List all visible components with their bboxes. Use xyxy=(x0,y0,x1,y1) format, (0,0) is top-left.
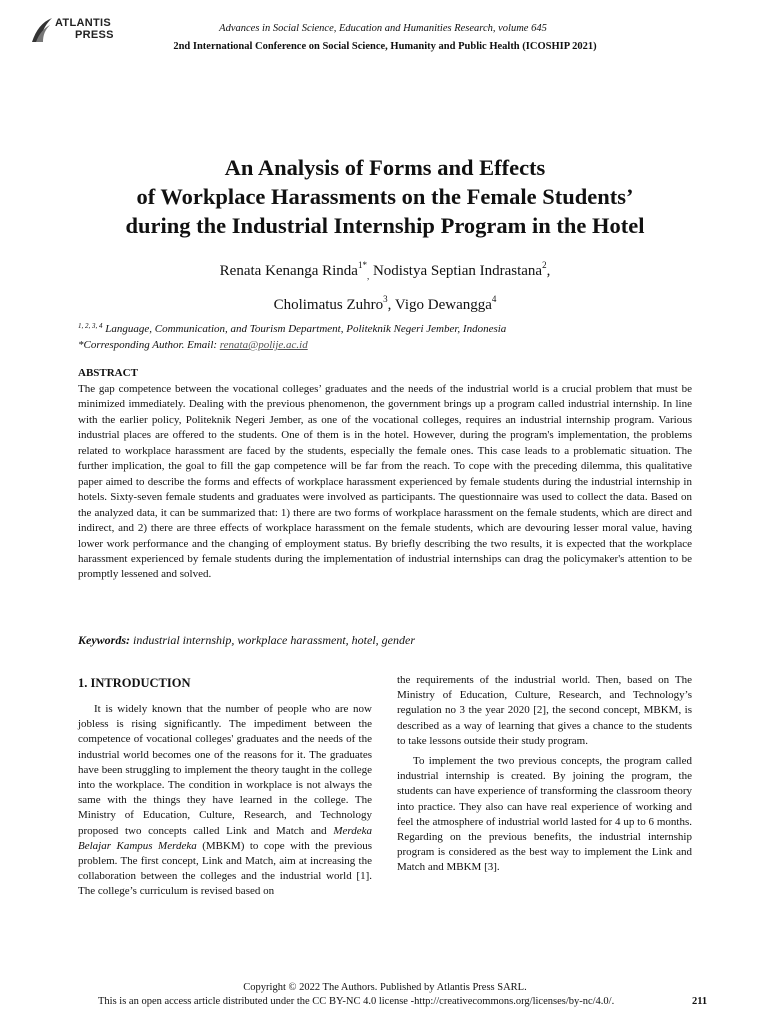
corresponding-label: *Corresponding Author. Email: xyxy=(78,339,218,351)
abstract-text: The gap competence between the vocational colleges’ graduates and the needs of the industrial world is a crucial problem that must be minimized immediately. Dealing with the previous phenomenon, the government brings up a program called industrial internship. In line with the earlier policy, Politeknik Negeri Jember, as one of the vocational colleges, requires an industrial internship program. Various industrial places are offered to the students. One of them is in the hotel. However, during the program's implementation, the problems related to workplace harassment are faced by the students, especially the female ones. This case leads to a problematic situation. The further implication, the goal to fill the gap competence will be far from the reach. To cope with the preceding dilemma, this qualitative paper aimed to describe the forms and effects of workplace harassment experienced by female students during the industrial internship in hotels. Sixty-seven female students and graduates were involved as participants. The questionnaire was used to collect the data. Based on the analyzed data, it can be summarized that: 1) there are two forms of workplace harassment on the female students, which are direct and indirect, and 2) there are three effects of workplace harassment on the female students, which are devouring lesser moral value, having lower work performance and the changing of employment status. By briefly describing the two results, it is expected that the workplace harassment experienced by female students during the implementation of industrial internships can drag the policymaker's attention to be promptly lessened and solved. xyxy=(78,383,692,581)
logo-text-press: PRESS xyxy=(75,29,114,41)
paper-title xyxy=(40,153,730,240)
intro-paragraph-continued: the requirements of the industrial world. Then, based on The Ministry of Education, Culture, Research, and Technology’s regulation no 3 the year 2020 [2], the second concept, MBKM, is described as a way of learning that gives a chance to the students to take lessons outside their study program. xyxy=(397,674,692,747)
license-notice: This is an open access article distributed under the CC BY-NC 4.0 license -http://creativecommons.org/licenses/by-nc/4.0/. xyxy=(98,996,615,1007)
abstract-heading: ABSTRACT xyxy=(78,367,138,379)
right-column xyxy=(397,673,692,876)
conference-header: 2nd International Conference on Social Science, Humanity and Public Health (ICOSHIP 2021) xyxy=(173,41,597,52)
page-number: 211 xyxy=(692,996,708,1007)
series-header: Advances in Social Science, Education and Humanities Research, volume 645 xyxy=(219,23,547,34)
author-affil-mark: 2 xyxy=(542,260,547,270)
logo-text-atlantis: ATLANTIS xyxy=(55,17,111,29)
keywords-line xyxy=(78,633,692,648)
italic-term: Merdeka Belajar Kampus Merdeka xyxy=(78,824,372,852)
affiliation-text: Language, Communication, and Tourism Department, Politeknik Negeri Jember, Indonesia xyxy=(105,323,507,335)
intro-paragraph-1: It is widely known that the number of people who are now jobless is rising significantly. The impediment between the competence of vocational colleges' graduates and the needs of the industrial world becomes one of the reasons for it. The graduates have been struggling to implement the theory taught in the college into the workplace. The condition in workplace is not always the same with the things they have learned in the college. The Ministry of Education, Culture, Research, and Technology proposed two concepts called Link and Match and Merdeka Belajar Kampus Merdeka (MBKM) to cope with the previous problem. The first concept, Link and Match, aim at increasing the collaboration between the colleges and the industrial world [1]. The college’s curriculum is revised based on xyxy=(78,703,372,898)
copyright-notice: Copyright © 2022 The Authors. Published by Atlantis Press SARL. xyxy=(243,982,527,993)
author-affil-mark: 1* xyxy=(357,260,367,270)
left-column xyxy=(78,676,372,900)
title-line: An Analysis of Forms and Effects xyxy=(224,155,546,180)
section-heading-introduction: 1. INTRODUCTION xyxy=(78,676,191,690)
affiliation-block xyxy=(78,321,698,353)
corresponding-email-link[interactable]: renata@polije.ac.id xyxy=(219,339,308,351)
author-name: Cholimatus Zuhro xyxy=(273,297,384,313)
author-affil-mark: 3 xyxy=(383,294,388,304)
author-name: Renata Kenanga Rinda xyxy=(219,263,358,279)
author-name: Vigo Dewangga xyxy=(394,297,492,313)
keywords-label: Keywords: xyxy=(78,633,130,647)
title-line: of Workplace Harassments on the Female Students’ xyxy=(136,184,634,209)
author-list: Renata Kenanga Rinda$^{1*}_,$ Nodistya Septian Indrastana$^2$, Cholimatus Zuhro$^3$, Vigo Dewangga$^4$ xyxy=(219,260,551,313)
affiliation-marks: 1, 2, 3, 4 xyxy=(78,322,103,330)
keywords-text: industrial internship, workplace harassment, hotel, gender xyxy=(133,633,415,647)
author-name: Nodistya Septian Indrastana xyxy=(372,263,543,279)
intro-paragraph-2: To implement the two previous concepts, the program called industrial internship is created. By joining the program, the students can have experience of transforming the classroom theory into practice. They also can have real experience of working and feel the atmosphere of industrial world lasted for 4 up to 6 months. Regarding on the previous benefits, the industrial internship program is considered as the best way to implement the Link and Match and MBKM [3]. xyxy=(397,755,692,874)
title-line: during the Industrial Internship Program in the Hotel xyxy=(125,213,645,238)
author-affil-mark: 4 xyxy=(491,294,497,304)
